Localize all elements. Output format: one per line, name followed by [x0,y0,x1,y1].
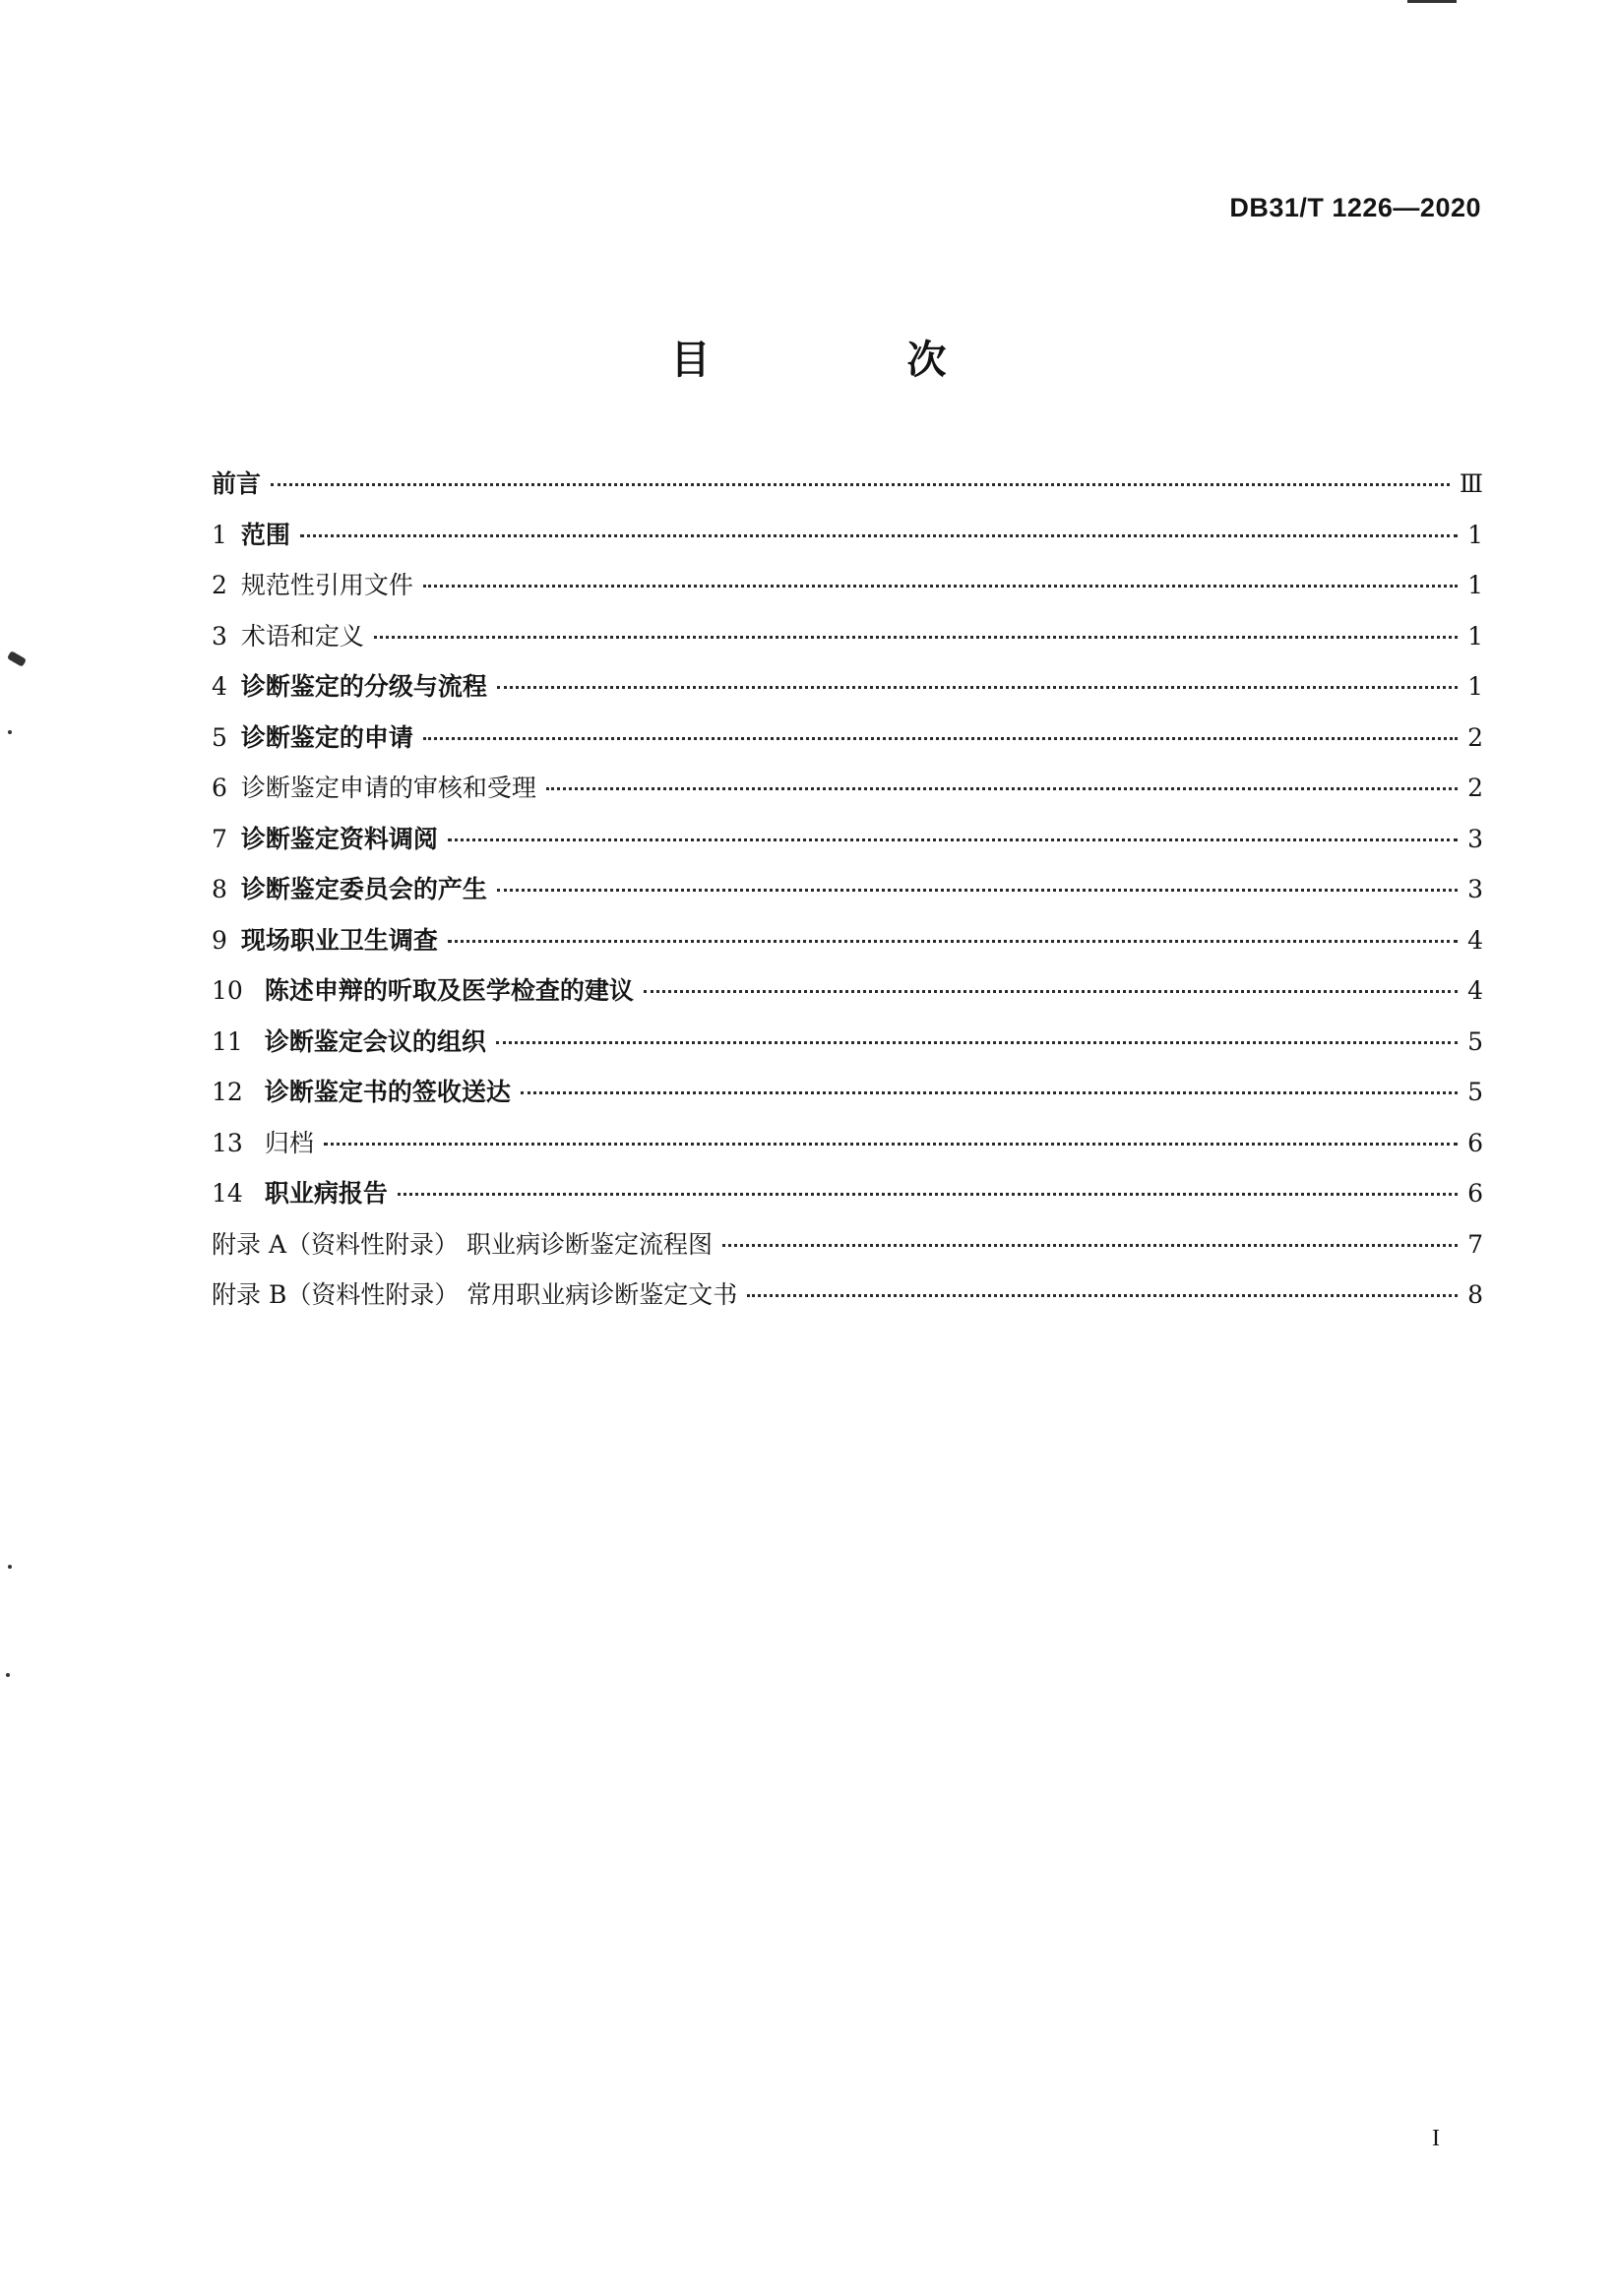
toc-entry-page: 2 [1467,722,1483,752]
toc-entry-1[interactable] [212,510,1483,561]
toc-leader-dots [300,534,1458,537]
scan-speck [1407,0,1457,3]
toc-entry-7[interactable] [212,814,1483,865]
toc-entry-page: 5 [1467,1078,1483,1106]
toc-entry-page: Ⅲ [1459,469,1483,498]
toc-entry-label: 附录 B（资料性附录） 常用职业病诊断鉴定文书 [212,1280,738,1309]
toc-leader-dots [423,585,1458,588]
toc-entry-14[interactable] [212,1168,1483,1219]
toc-entry-label: 诊断鉴定委员会的产生 [240,875,487,903]
toc-entry-number: 5 [212,722,227,752]
toc-entry-page: 6 [1467,1179,1483,1208]
toc-entry-3[interactable] [212,611,1483,662]
toc-entry-6[interactable] [212,763,1483,814]
toc-entry-page: 8 [1467,1280,1483,1309]
toc-entry-page: 1 [1467,621,1483,651]
toc-entry-label: 前言 [212,469,262,498]
toc-leader-dots [546,787,1458,790]
toc-entry-page: 2 [1467,774,1483,802]
scan-speck [7,651,27,667]
toc-entry-9[interactable] [212,915,1483,966]
standard-code: DB31/T 1226—2020 [1229,193,1481,222]
table-of-contents [212,459,1483,1321]
toc-entry-12[interactable] [212,1067,1483,1118]
toc-leader-dots [644,990,1458,993]
scan-speck [6,1673,10,1677]
toc-entry-page: 1 [1467,520,1483,549]
toc-entry-page: 6 [1467,1128,1483,1157]
toc-entry-page: 3 [1467,875,1483,903]
scan-speck [8,730,12,734]
toc-leader-dots [448,940,1458,943]
toc-entry-page: 3 [1467,824,1483,853]
toc-leader-dots [497,889,1458,892]
toc-entry-page: 1 [1467,672,1483,701]
toc-entry-label: 诊断鉴定会议的组织 [264,1026,486,1056]
toc-entry-number: 11 [212,1026,243,1056]
toc-entry-label: 范围 [240,520,290,549]
toc-entry-label: 现场职业卫生调查 [240,925,438,955]
toc-entry-4[interactable] [212,661,1483,713]
toc-leader-dots [747,1294,1458,1297]
toc-entry-preface[interactable] [212,459,1483,510]
toc-entry-number: 9 [212,925,227,955]
toc-entry-number: 13 [212,1128,243,1157]
toc-entry-label: 归档 [264,1128,314,1157]
toc-leader-dots [271,483,1450,486]
toc-entry-5[interactable] [212,713,1483,764]
toc-entry-page: 1 [1467,571,1483,599]
toc-entry-label: 诊断鉴定申请的审核和受理 [240,774,536,802]
toc-entry-number: 2 [212,571,227,599]
toc-entry-appendix-a[interactable] [212,1219,1483,1271]
toc-leader-dots [496,1041,1458,1044]
toc-entry-label: 规范性引用文件 [240,571,413,599]
toc-entry-8[interactable] [212,864,1483,915]
toc-entry-2[interactable] [212,560,1483,611]
toc-entry-label: 职业病报告 [264,1179,388,1208]
toc-leader-dots [423,737,1458,740]
scan-speck [8,1565,12,1569]
toc-entry-number: 1 [212,520,227,549]
toc-leader-dots [374,636,1458,639]
toc-entry-label: 术语和定义 [240,621,364,651]
toc-entry-10[interactable] [212,965,1483,1017]
toc-leader-dots [448,838,1458,841]
toc-leader-dots [398,1193,1458,1196]
toc-entry-page: 4 [1467,976,1483,1005]
toc-leader-dots [324,1143,1458,1146]
toc-entry-label: 诊断鉴定的分级与流程 [240,672,487,701]
toc-entry-appendix-b[interactable] [212,1270,1483,1321]
toc-entry-label: 陈述申辩的听取及医学检查的建议 [264,976,634,1005]
toc-leader-dots [722,1244,1458,1247]
toc-entry-number: 6 [212,774,227,802]
toc-entry-13[interactable] [212,1118,1483,1169]
toc-entry-label: 诊断鉴定资料调阅 [240,824,438,853]
page-title: 目 次 [670,338,1026,383]
toc-entry-number: 8 [212,875,227,903]
toc-entry-page: 7 [1467,1229,1483,1259]
toc-entry-label: 诊断鉴定书的签收送达 [264,1078,511,1106]
toc-entry-number: 12 [212,1078,243,1106]
toc-entry-number: 7 [212,824,227,853]
toc-leader-dots [521,1091,1458,1094]
toc-entry-number: 4 [212,672,227,701]
page-number: I [1432,2126,1440,2151]
toc-entry-11[interactable] [212,1017,1483,1068]
toc-entry-number: 14 [212,1179,243,1208]
toc-entry-page: 4 [1467,925,1483,955]
toc-entry-number: 3 [212,621,227,651]
toc-leader-dots [497,686,1458,689]
toc-entry-number: 10 [212,976,243,1005]
toc-entry-page: 5 [1467,1026,1483,1056]
toc-entry-label: 附录 A（资料性附录） 职业病诊断鉴定流程图 [212,1229,713,1259]
toc-entry-label: 诊断鉴定的申请 [240,722,413,752]
